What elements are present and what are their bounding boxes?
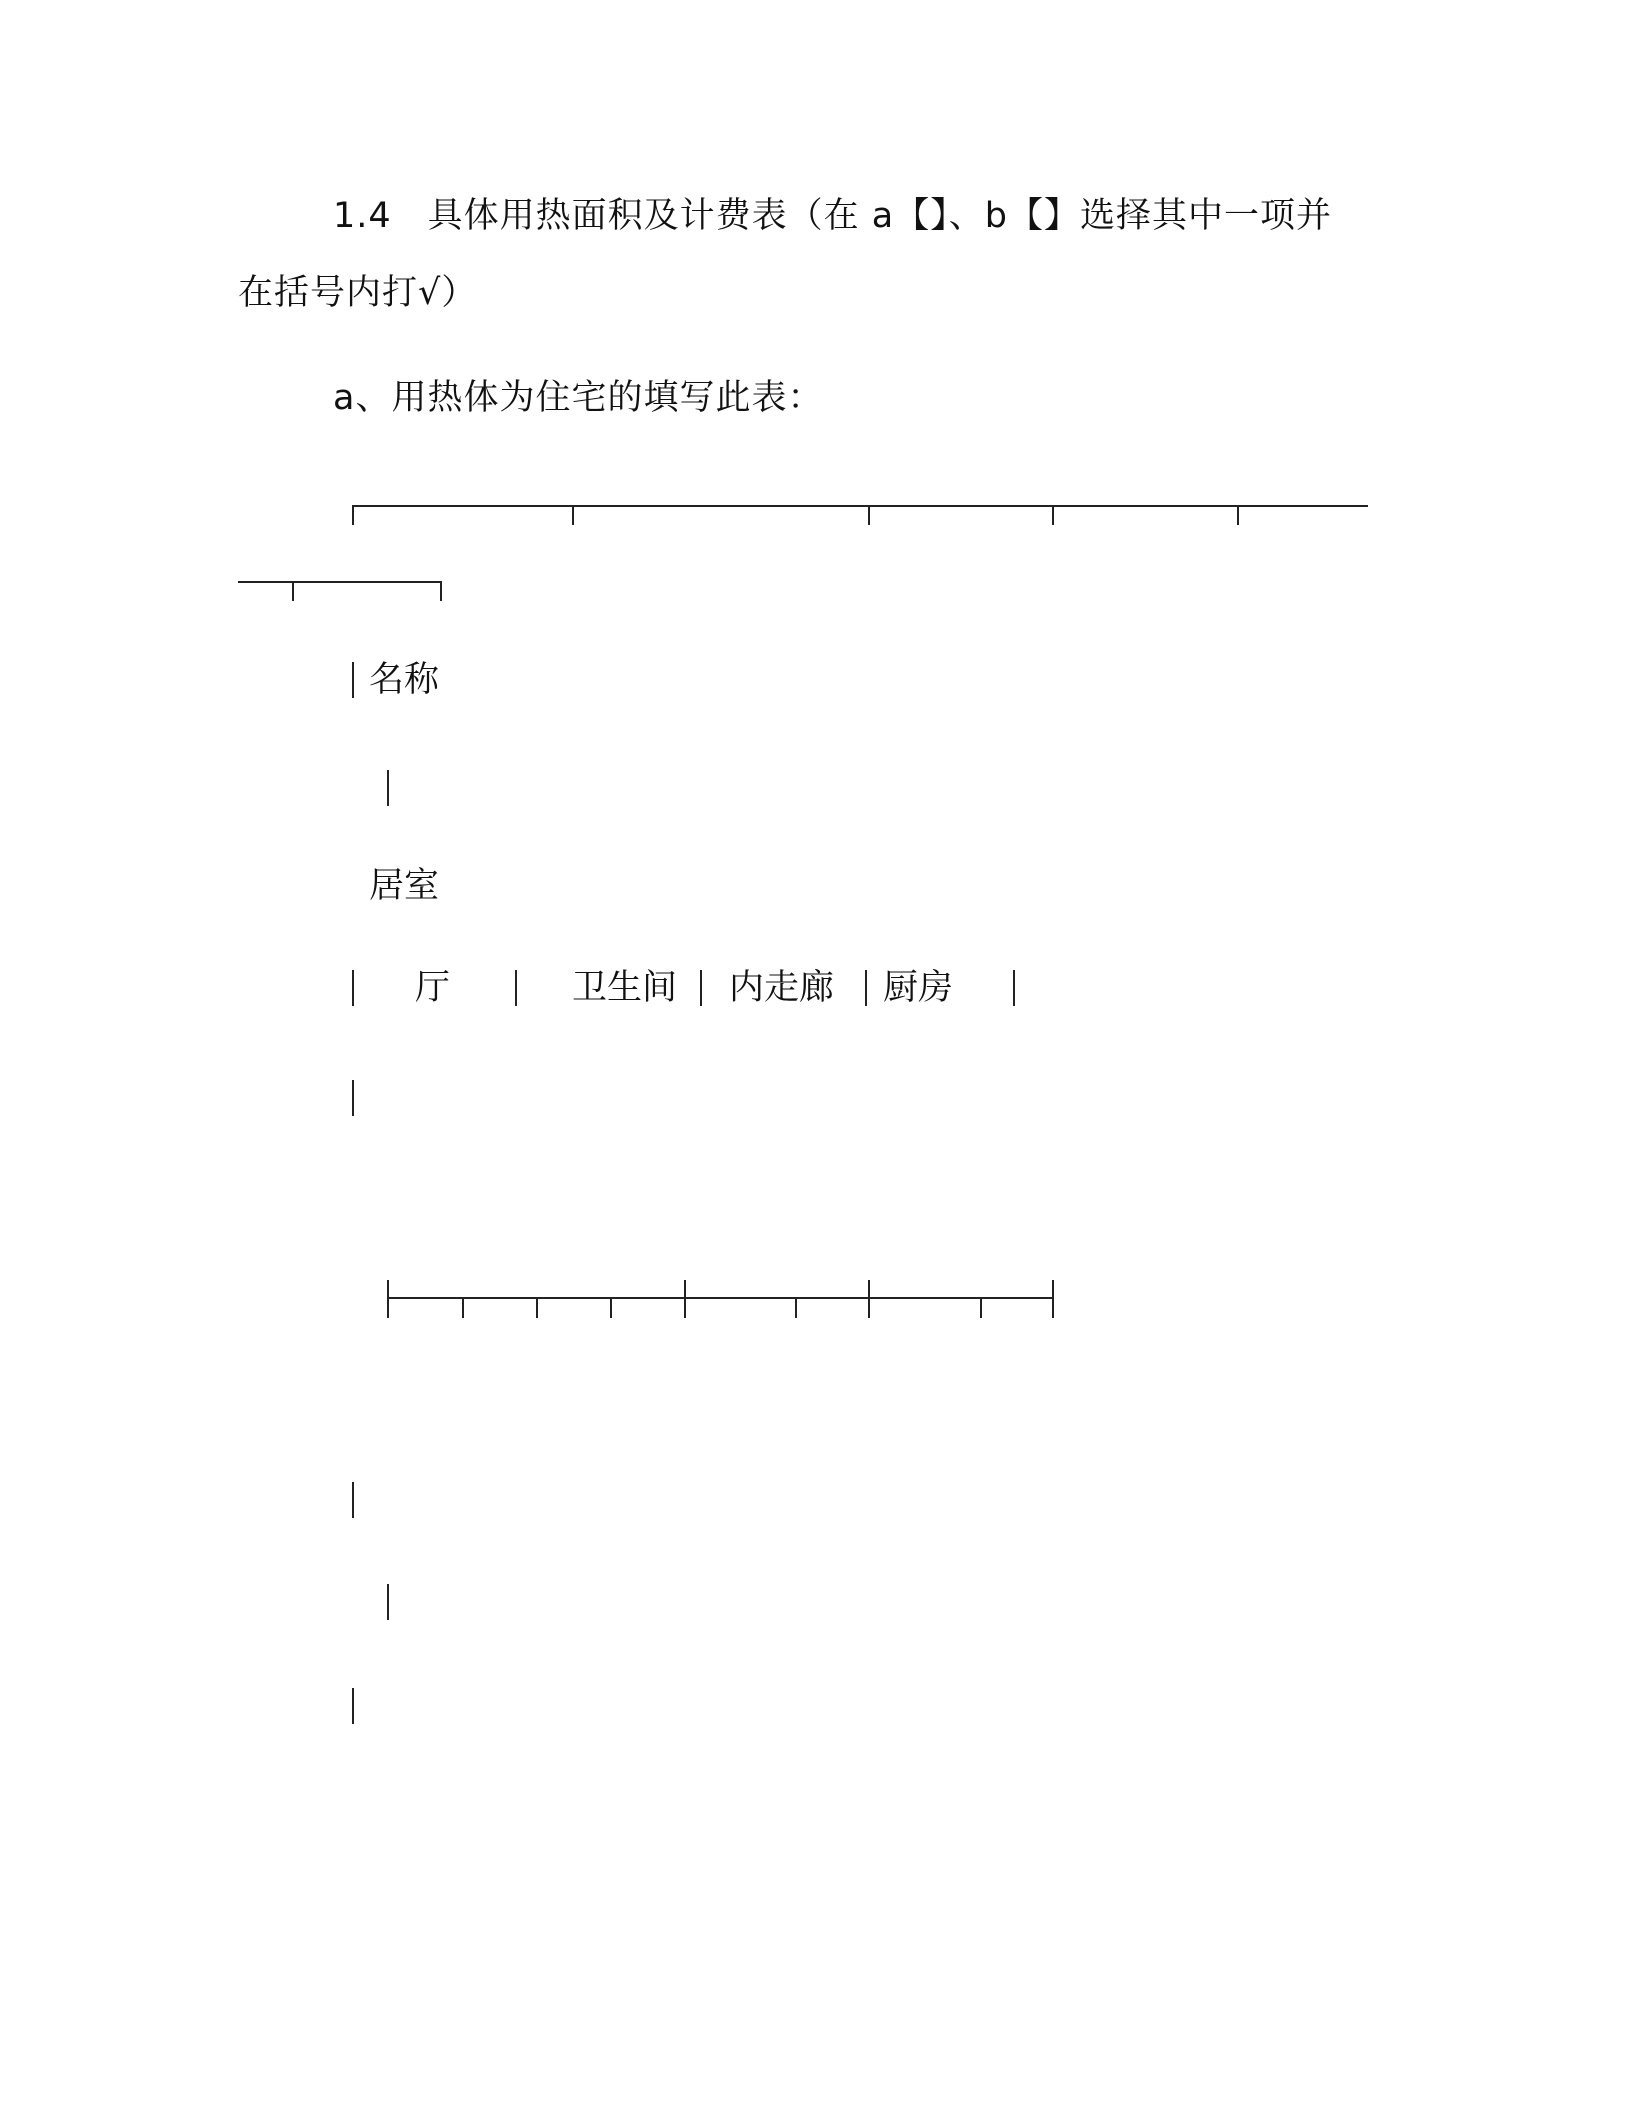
table-a-divider	[1013, 970, 1015, 1006]
table-a-divider	[865, 970, 867, 1006]
table-a-header-bedroom: 居室	[369, 866, 440, 906]
table-a-divider	[387, 1584, 389, 1620]
section-heading-line1: 1.4 具体用热面积及计费表（在 a【】、b【】选择其中一项并	[333, 196, 1332, 236]
table-a-divider	[352, 1482, 354, 1518]
section-a-label: a、用热体为住宅的填写此表：	[333, 378, 824, 418]
table-a-col-corridor: 内走廊	[729, 968, 835, 1008]
table-a-col-kitchen: 厨房	[883, 968, 954, 1008]
table-a-divider	[387, 770, 389, 806]
table-a-divider	[515, 970, 517, 1006]
table-a-divider	[352, 970, 354, 1006]
table-a-header-name: 名称	[369, 660, 440, 700]
table-a-divider	[352, 662, 354, 698]
section-heading-line2: 在括号内打√）	[238, 273, 478, 313]
table-a-col-bathroom: 卫生间	[572, 968, 678, 1008]
table-a-divider	[352, 1688, 354, 1724]
table-a-divider	[700, 970, 702, 1006]
table-a-col-hall: 厅	[415, 968, 451, 1008]
table-a-divider	[352, 1080, 354, 1116]
